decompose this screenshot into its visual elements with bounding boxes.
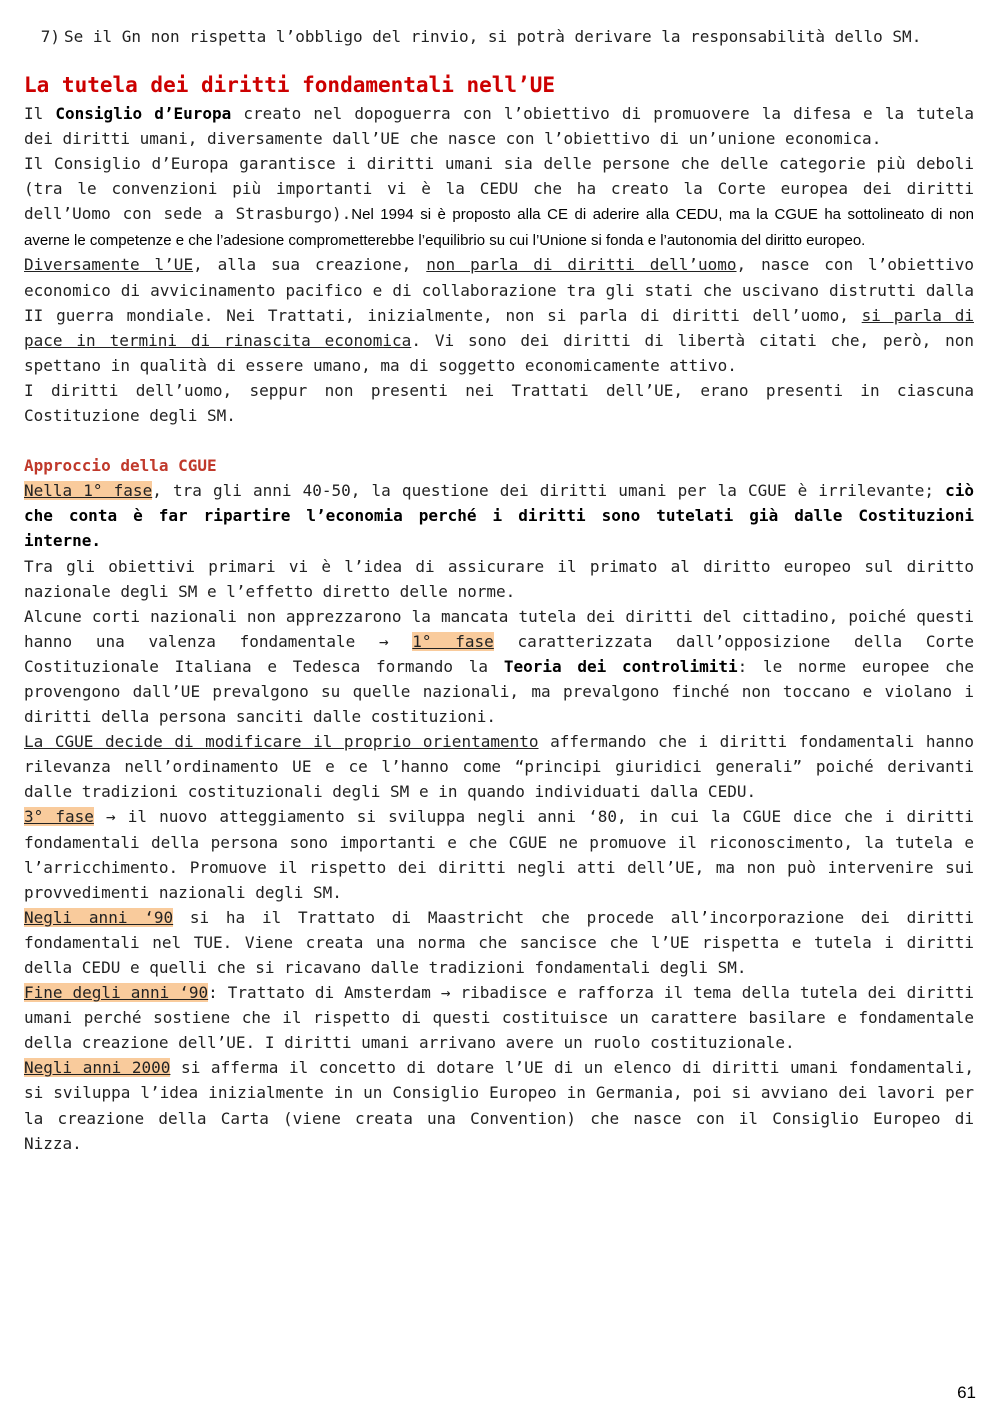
text-span: si afferma il concetto di dotare l’UE di un elenco di diritti umani fondamentali, si sviluppa l’idea inizialmente in un Consiglio Europeo in Germania, poi si avviano dei lavori per la creazione della Carta (viene creata una Convention) che nasce con il Consiglio Europeo di Nizza. [24, 1058, 975, 1153]
highlighted-span: Negli anni ‘90 [24, 907, 174, 927]
text-span: , nasce con l’obiettivo economico di avvicinamento pacifico e di collaborazione tra gli stati che uscivano distrutti dalla II guerra mondiale. Nei Trattati, inizialmente, non si parla di diritti dell’uomo, [24, 255, 975, 325]
page-content [24, 24, 974, 1156]
list-item-number: 7) [40, 27, 60, 46]
paragraph-fine-anni-90 [24, 980, 974, 1055]
underlined-span: La CGUE decide di modificare il proprio orientamento [24, 732, 539, 752]
paragraph-ue-creazione [24, 252, 974, 377]
list-item-text: Se il Gn non rispetta l’obbligo del rinvio, si potrà derivare la responsabilità dello SM. [64, 27, 922, 46]
section-heading: La tutela dei diritti fondamentali nell’UE [24, 73, 556, 98]
paragraph-anni-90 [24, 905, 974, 980]
text-span: , tra gli anni 40-50, la questione dei diritti umani per la CGUE è irrilevante; [152, 481, 946, 501]
text-span: , alla sua creazione, [193, 255, 427, 275]
text-span: : le norme europee che provengono dall’UE prevalgono su quelle nazionali, ma prevalgono finché non toccano e violano i diritti della persona sanciti dalle costituzioni. [24, 656, 974, 727]
bold-span: Teoria dei controlimiti [503, 656, 738, 676]
text-span: Il [24, 104, 56, 124]
text-span: → il nuovo atteggiamento si sviluppa negli anni ‘80, in cui la CGUE dice che i diritti fondamentali della persona sono importanti e che CGUE ne promuove il riconoscimento, la tutela e l’arricchimento. Promuove il rispetto dei diritti negli atti dell’UE, ma non può intervenire sui provvedimenti nazionali degli SM. [24, 807, 974, 902]
list-item-7 [0, 24, 974, 49]
sans-text-span: Nel 1994 si è proposto alla CE di aderire alla CEDU, ma la CGUE ha sottolineato di non averne le competenze e che l’adesione comprometterebbe l’equilibrio su cui l’Unione si fonda e l’autonomia del diritto europeo. [24, 206, 974, 249]
underlined-span: non parla di diritti dell’uomo [426, 255, 737, 275]
subsection-heading: Approccio della CGUE [24, 456, 217, 476]
text-span: caratterizzata dall’opposizione della Corte Costituzionale Italiana e Tedesca formando la [24, 631, 974, 676]
blank-line [24, 428, 974, 453]
highlighted-span: 1° fase [412, 631, 494, 651]
paragraph-diritti-costituzioni: I diritti dell’uomo, seppur non presenti nei Trattati dell’UE, erano presenti in ciascuna Costituzione degli SM. [24, 380, 974, 426]
paragraph-controlimiti [24, 604, 974, 729]
text-span: . Vi sono dei diritti di libertà citati che, però, non spettano in qualità di essere umano, ma di soggetto economicamente attivo. [24, 330, 975, 375]
highlighted-span: Fine degli anni ‘90 [24, 983, 209, 1003]
paragraph-prima-fase [24, 478, 974, 553]
highlighted-span: 3° fase [24, 807, 94, 827]
underlined-span: Diversamente l’UE [24, 255, 194, 275]
text-span: affermando che i diritti fondamentali hanno rilevanza nell’ordinamento UE e ce l’hanno come “principi giuridici generali” poiché derivanti dalle tradizioni costituzionali degli SM e in quando individuati dalla CEDU. [24, 732, 975, 802]
text-span: creato nel dopoguerra con l’obiettivo di promuovere la difesa e la tutela dei diritti umani, diversamente dall’UE che nasce con l’obiettivo di un’unione economica. [24, 104, 975, 149]
paragraph-terza-fase [24, 804, 974, 904]
text-span: Il Consiglio d’Europa garantisce i diritti umani sia delle persone che delle categorie più deboli (tra le convenzioni più importanti vi è la CEDU che ha creato la Corte europea dei diritti dell’Uomo con sede a Strasburgo). [24, 154, 974, 224]
page-number: 61 [957, 1383, 976, 1402]
bold-span: ciò che conta è far ripartire l’economia perché i diritti sono tutelati già dalle Costituzioni interne. [24, 481, 974, 551]
paragraph-orientamento [24, 729, 974, 804]
paragraph-consiglio-intro [24, 101, 974, 151]
bold-span: Consiglio d’Europa [55, 104, 232, 124]
text-span: si ha il Trattato di Maastricht che procede all’incorporazione dei diritti fondamentali nel TUE. Viene creata una norma che sancisce che l’UE rispetta e tutela i diritti della CEDU e quelli che si ricavano dalle tradizioni fondamentali degli SM. [24, 907, 975, 977]
highlighted-span: Nella 1° fase [24, 481, 153, 501]
text-span: Alcune corti nazionali non apprezzarono la mancata tutela dei diritti del cittadino, poiché questi hanno una valenza fondamentale → [24, 606, 974, 651]
text-span: : Trattato di Amsterdam → ribadisce e rafforza il tema della tutela dei diritti umani perché sostiene che il rispetto di questi costituisce un carattere basilare e fondamentale della creazione dell’UE. I diritti umani arrivano avere un ruolo costituzionale. [24, 983, 974, 1053]
paragraph-anni-2000 [24, 1055, 974, 1155]
underlined-span: si parla di pace in termini di rinascita economica [24, 305, 974, 350]
highlighted-span: Negli anni 2000 [24, 1058, 171, 1078]
paragraph-obiettivi: Tra gli obiettivi primari vi è l’idea di assicurare il primato al diritto europeo sul diritto nazionale degli SM e l’effetto diretto delle norme. [24, 556, 974, 601]
paragraph-consiglio-garanzie [24, 151, 974, 252]
